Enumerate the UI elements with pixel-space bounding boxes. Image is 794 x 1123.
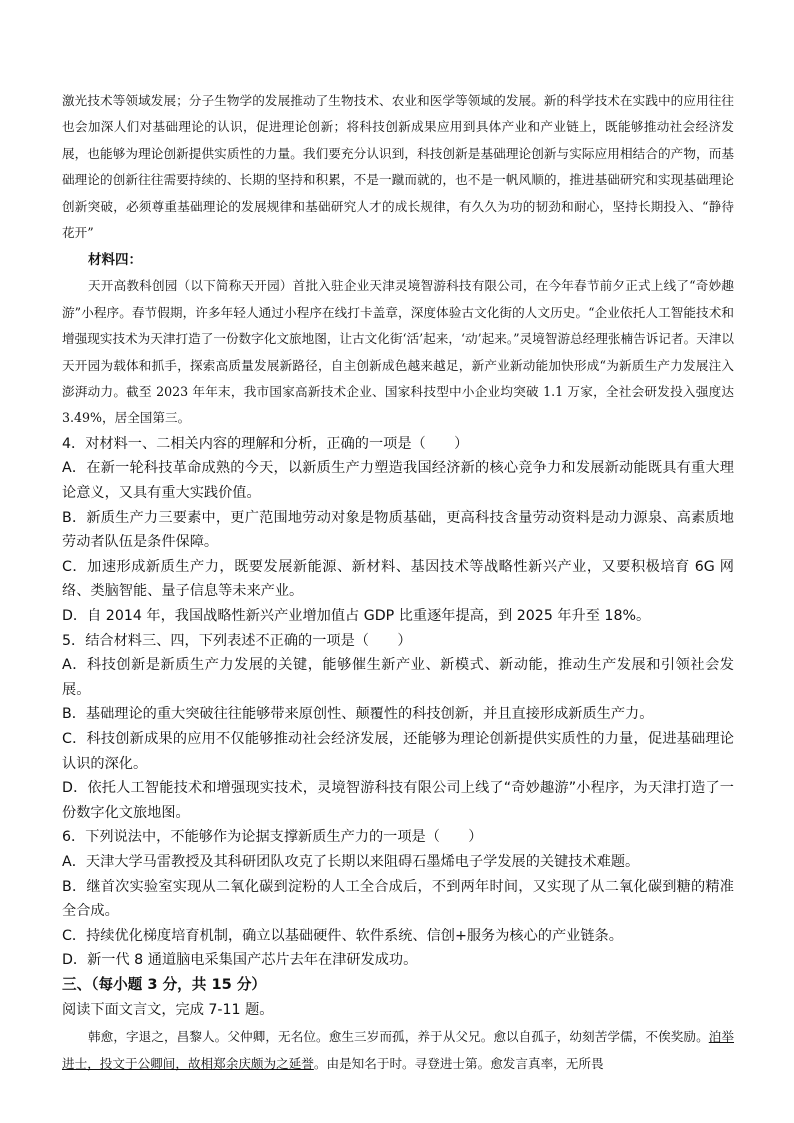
classical-passage — [62, 1024, 734, 1077]
question-5 — [62, 629, 734, 826]
question-5-option-d: D．依托人工智能技术和增强现实技术，灵境智游科技有限公司上线了“奇妙趣游”小程序，为天津打造了一份数字化文旅地图。 — [62, 780, 734, 821]
material3-tail: 激光技术等领域发展；分子生物学的发展推动了生物技术、农业和医学等领域的发展。新的科学技术在实践中的应用往往也会加深人们对基础理论的认识，促进理论创新；将科技创新成果应用到具体产业和产业链上，既能够推动社会经济发展，也能够为理论创新提供实质性的力量。我们要充分认识到，科技创新是基础理论创新与实际应用相结合的产物，而基础理论的创新往往需要持续的、长期的坚持和积累，不是一蹴而就的，也不是一帆风顺的，推进基础研究和实现基础理论创新突破，必须尊重基础理论的发展规律和基础研究人才的成长规律，有久久为功的韧劲和耐心，坚持长期投入、“静待花开” — [62, 93, 734, 241]
question-6-option-a: A．天津大学马雷教授及其科研团队攻克了长期以来阻碍石墨烯电子学发展的关键技术难题。 — [62, 853, 640, 870]
question-6-option-d: D．新一代 8 通道脑电采集国产芯片去年在津研发成功。 — [62, 952, 418, 969]
question-4-option-a: A．在新一轮科技革命成熟的今天，以新质生产力塑造我国经济新的核心竞争力和发展新动能既具有重大理论意义，又具有重大实践价值。 — [62, 460, 734, 502]
material4-paragraph: 天开高教科创园（以下简称天开园）首批入驻企业天津灵境智游科技有限公司，在今年春节前夕正式上线了“奇妙趣游”小程序。春节假期，许多年轻人通过小程序在线打卡盖章，深度体验古文化街的人文历史。“企业依托人工智能技术和增强现实技术为天津打造了一份数字化文旅地图，让古文化街‘活’起来，‘动’起来。”灵境智游总经理张楠告诉记者。天津以天开园为载体和抓手，探索高质量发展新路径，自主创新成色越来越足，新产业新动能加快形成“为新质生产力发展注入澎湃动力。截至 2023 年年末，我市国家高新技术企业、国家科技型中小企业均突破 1.1 万家，全社会研发投入强度达 3.49%，居全国第三。 — [62, 278, 734, 426]
question-4-option-b: B．新质生产力三要素中，更广范围地劳动对象是物质基础，更高科技含量劳动资料是动力源泉、高素质地劳动者队伍是条件保障。 — [62, 509, 734, 551]
question-6 — [62, 825, 734, 973]
question-4-option-c: C．加速形成新质生产力，既要发展新能源、新材料、基因技术等战略性新兴产业，又要积极培育 6G 网络、类脑智能、量子信息等未来产业。 — [62, 558, 734, 600]
question-6-stem: 6．下列说法中，不能够作为论据支撑新质生产力的一项是（ ） — [62, 829, 483, 846]
material4-heading: 材料四： — [88, 252, 142, 269]
question-5-stem: 5．结合材料三、四，下列表述不正确的一项是（ ） — [62, 632, 412, 649]
question-6-option-c: C．持续优化梯度培育机制，确立以基础硬件、软件系统、信创+服务为核心的产业链条。 — [62, 927, 623, 944]
question-5-option-a: A．科技创新是新质生产力发展的关键，能够催生新产业、新模式、新动能，推动生产发展和引领社会发展。 — [62, 657, 734, 698]
passage-end: 。由是知名于时。寻登进士第。愈发言真率，无所畏 — [313, 1055, 604, 1071]
section-3-instruction: 阅读下面文言文，完成 7-11 题。 — [62, 1001, 274, 1018]
question-6-option-b: B．继首次实验室实现从二氧化碳到淀粉的人工全合成后，不到两年时间，又实现了从二氧化碳到糖的精准全合成。 — [62, 878, 734, 920]
page-content — [62, 88, 734, 1077]
question-5-option-c: C．科技创新成果的应用不仅能够推动社会经济发展，还能够为理论创新提供实质性的力量，促进基础理论认识的深化。 — [62, 731, 734, 772]
question-4-stem: 4．对材料一、二相关内容的理解和分析，正确的一项是（ ） — [62, 435, 469, 452]
question-5-option-b: B．基础理论的重大突破往往能够带来原创性、颠覆性的科技创新，并且直接形成新质生产力。 — [62, 706, 654, 723]
section-3-title: 三、（每小题 3 分，共 15 分） — [62, 975, 267, 993]
question-4 — [62, 432, 734, 629]
passage-start: 韩愈，字退之，昌黎人。父仲卿，无名位。愈生三岁而孤，养于从父兄。愈以自孤子，幼刻苦学儒，不俟奖励。 — [88, 1029, 709, 1045]
question-4-option-d: D．自 2014 年，我国战略性新兴产业增加值占 GDP 比重逐年提高，到 2025 年升至 18%。 — [62, 608, 651, 625]
passage-underlined-sentence: 洎举进士，投文于公卿间，故相郑余庆颇为之延誉 — [62, 1029, 735, 1071]
